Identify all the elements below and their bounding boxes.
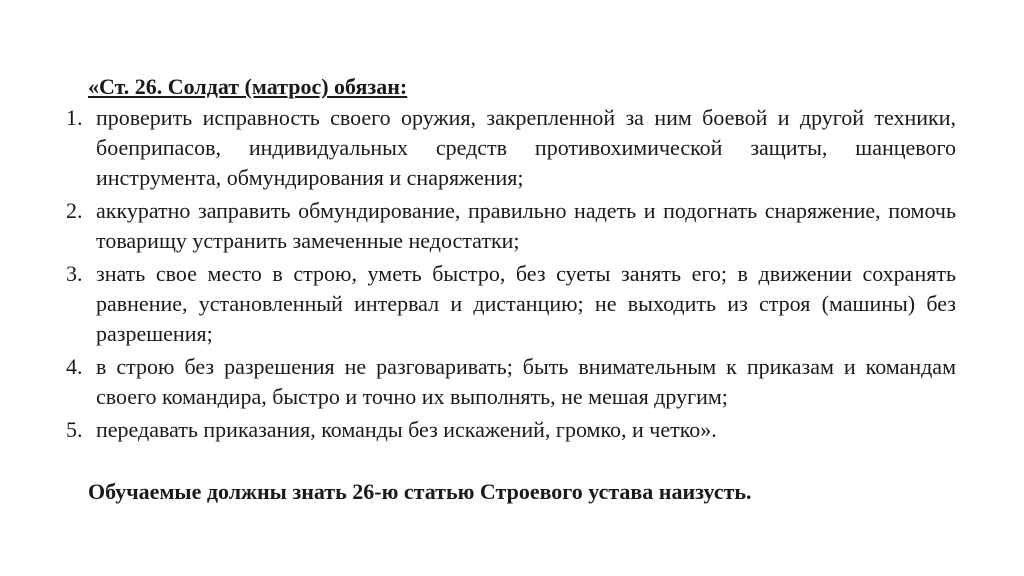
article-heading: «Ст. 26. Солдат (матрос) обязан:: [88, 74, 408, 99]
list-item-number: 5.: [66, 417, 83, 442]
list-item-number: 4.: [66, 354, 83, 379]
list-item-text: аккуратно заправить обмундирование, правильно надеть и подогнать снаряжение, помочь товарищу устранить замеченные недостатки;: [96, 198, 956, 253]
list-item-text: проверить исправность своего оружия, закрепленной за ним боевой и другой техники, боеприпасов, индивидуальных средств противохимической защиты, шанцевого инструмента, обмундирования и снаряжения;: [96, 105, 956, 190]
list-item-number: 3.: [66, 261, 83, 286]
duties-list: [66, 103, 956, 448]
list-item-1: [66, 103, 956, 193]
list-item-5: [66, 415, 956, 445]
list-item-4: [66, 352, 956, 412]
list-item-text: знать свое место в строю, уметь быстро, без суеты занять его; в движении сохранять равнение, установленный интервал и дистанцию; не выходить из строя (машины) без разрешения;: [96, 261, 956, 346]
list-item-text: в строю без разрешения не разговаривать; быть внимательным к приказам и командам своего командира, быстро и точно их выполнять, не мешая другим;: [96, 354, 956, 409]
list-item-number: 1.: [66, 105, 83, 130]
list-item-3: [66, 259, 956, 349]
list-item-text: передавать приказания, команды без искажений, громко, и четко».: [96, 417, 717, 442]
list-item-number: 2.: [66, 198, 83, 223]
footer-note: Обучаемые должны знать 26-ю статью Строевого устава наизусть.: [88, 479, 752, 504]
list-item-2: [66, 196, 956, 256]
